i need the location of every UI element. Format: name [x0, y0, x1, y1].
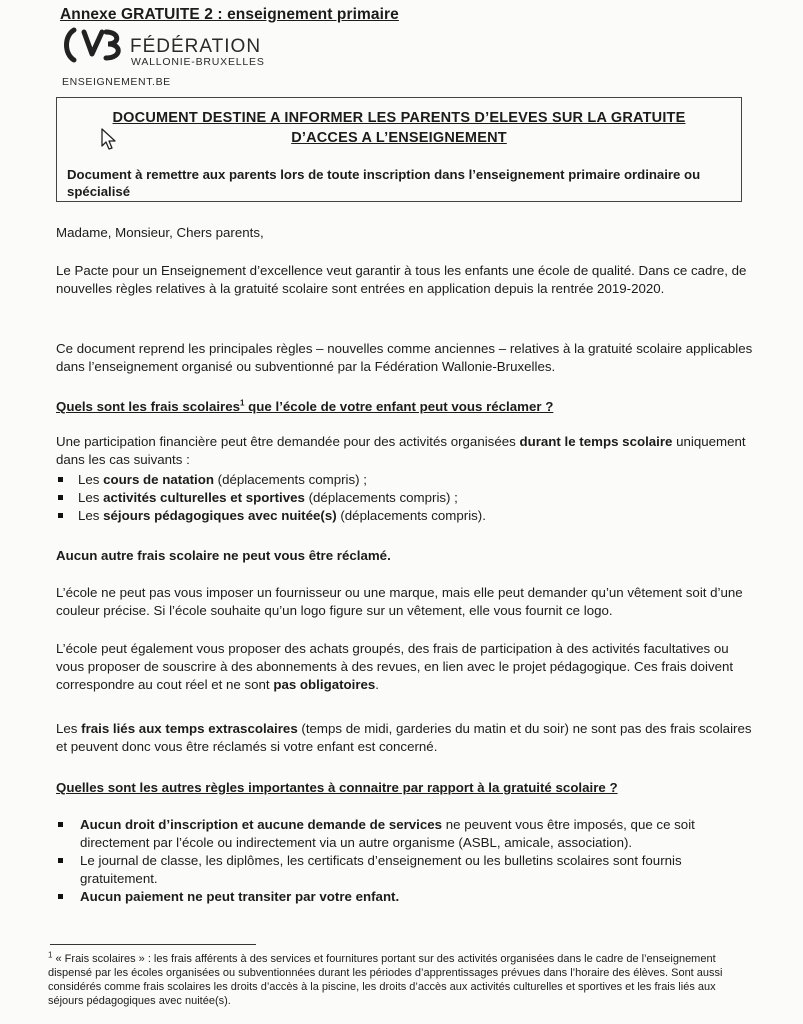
list-item: Aucun droit d’inscription et aucune demande de services ne peuvent vous être imposés, que ce soit directement par l’école ou indirectement via un autre organisme (ASBL, amicale, association). — [56, 816, 756, 852]
section1-lead: Une participation financière peut être demandée pour des activités organisées durant le temps scolaire uniquement dans les cas suivants : — [56, 434, 746, 467]
rules-list — [56, 816, 756, 906]
logo-url: ENSEIGNEMENT.BE — [62, 76, 171, 88]
intro-paragraph: Le Pacte pour un Enseignement d’excellence veut garantir à tous les enfants une école de qualité. Dans ce cadre, de nouvelles règles relatives à la gratuité scolaire sont entrées en application depuis la rentrée 2019-2020. — [56, 263, 747, 296]
salutation: Madame, Monsieur, Chers parents, — [56, 225, 264, 240]
list-item: Le journal de classe, les diplômes, les certificats d’enseignement ou les bulletins scolaires sont fournis gratuitement. — [56, 852, 756, 888]
title-box — [56, 97, 742, 202]
logo-line1: FÉDÉRATION — [130, 36, 262, 57]
document-title: DOCUMENT DESTINE A INFORMER LES PARENTS D’ELEVES SUR LA GRATUITE D’ACCES A L’ENSEIGNEMENT — [112, 110, 686, 146]
footnote: $^1$ « Frais scolaires » : les frais afférents à des services et fournitures portant sur des activités organisées dans le cadre de l’enseignement dispensé par les écoles organisées ou subventionnées durant les périodes d’apprentissages prévues dans l’horaire des élèves. Sont aussi considérés comme frais scolaires les droits d’accès à la piscine, les droits d’accès aux activités culturelles et sportives et les frais liés aux séjours pédagogiques avec nuitée(s). — [48, 950, 723, 1007]
extracurricular-paragraph: Les frais liés aux temps extrascolaires (temps de midi, garderies du matin et du soir) ne sont pas des frais scolaires et peuvent donc vous être réclamés si votre enfant est concerné. — [56, 721, 752, 754]
list-item: Les séjours pédagogiques avec nuitée(s) (déplacements compris). — [56, 507, 756, 525]
section2-heading: Quelles sont les autres règles importantes à connaitre par rapport à la gratuité scolaire ? — [56, 780, 618, 795]
footnote-divider — [50, 944, 256, 945]
list-item: Les activités culturelles et sportives (déplacements compris) ; — [56, 489, 756, 507]
no-other-fees: Aucun autre frais scolaire ne peut vous être réclamé. — [56, 548, 391, 563]
document-subtitle: Document à remettre aux parents lors de toute inscription dans l’enseignement primaire ordinaire ou spécialisé — [67, 167, 701, 199]
section1-heading: Quels sont les frais scolaires$^1$ que l’école de votre enfant peut vous réclamer ? — [56, 398, 554, 414]
intro-paragraph-2: Ce document reprend les principales règles – nouvelles comme anciennes – relatives à la gratuité scolaire applicables dans l’enseignement organisé ou subventionné par la Fédération Wallonie-Bruxelles. — [56, 341, 753, 374]
list-item: Aucun paiement ne peut transiter par votre enfant. — [56, 888, 756, 906]
group-purchase-paragraph: L’école peut également vous proposer des achats groupés, des frais de participation à des activités facultatives ou vous proposer de souscrire à des abonnements à des revues, en lien avec le projet pédagogique. Ces frais doivent correspondre au cout réel et ne sont pas obligatoires. — [56, 641, 734, 692]
logo-line2: WALLONIE-BRUXELLES — [131, 56, 265, 68]
fees-list — [56, 471, 756, 525]
supplier-paragraph: L’école ne peut pas vous imposer un fournisseur ou une marque, mais elle peut demander qu’un vêtement soit d’une couleur précise. Si l’école souhaite qu’un logo figure sur un vêtement, elle vous fournit ce logo. — [56, 585, 743, 618]
list-item: Les cours de natation (déplacements compris) ; — [56, 471, 756, 489]
annex-title: Annexe GRATUITE 2 : enseignement primaire — [60, 6, 399, 23]
mouse-pointer-icon — [100, 128, 120, 152]
